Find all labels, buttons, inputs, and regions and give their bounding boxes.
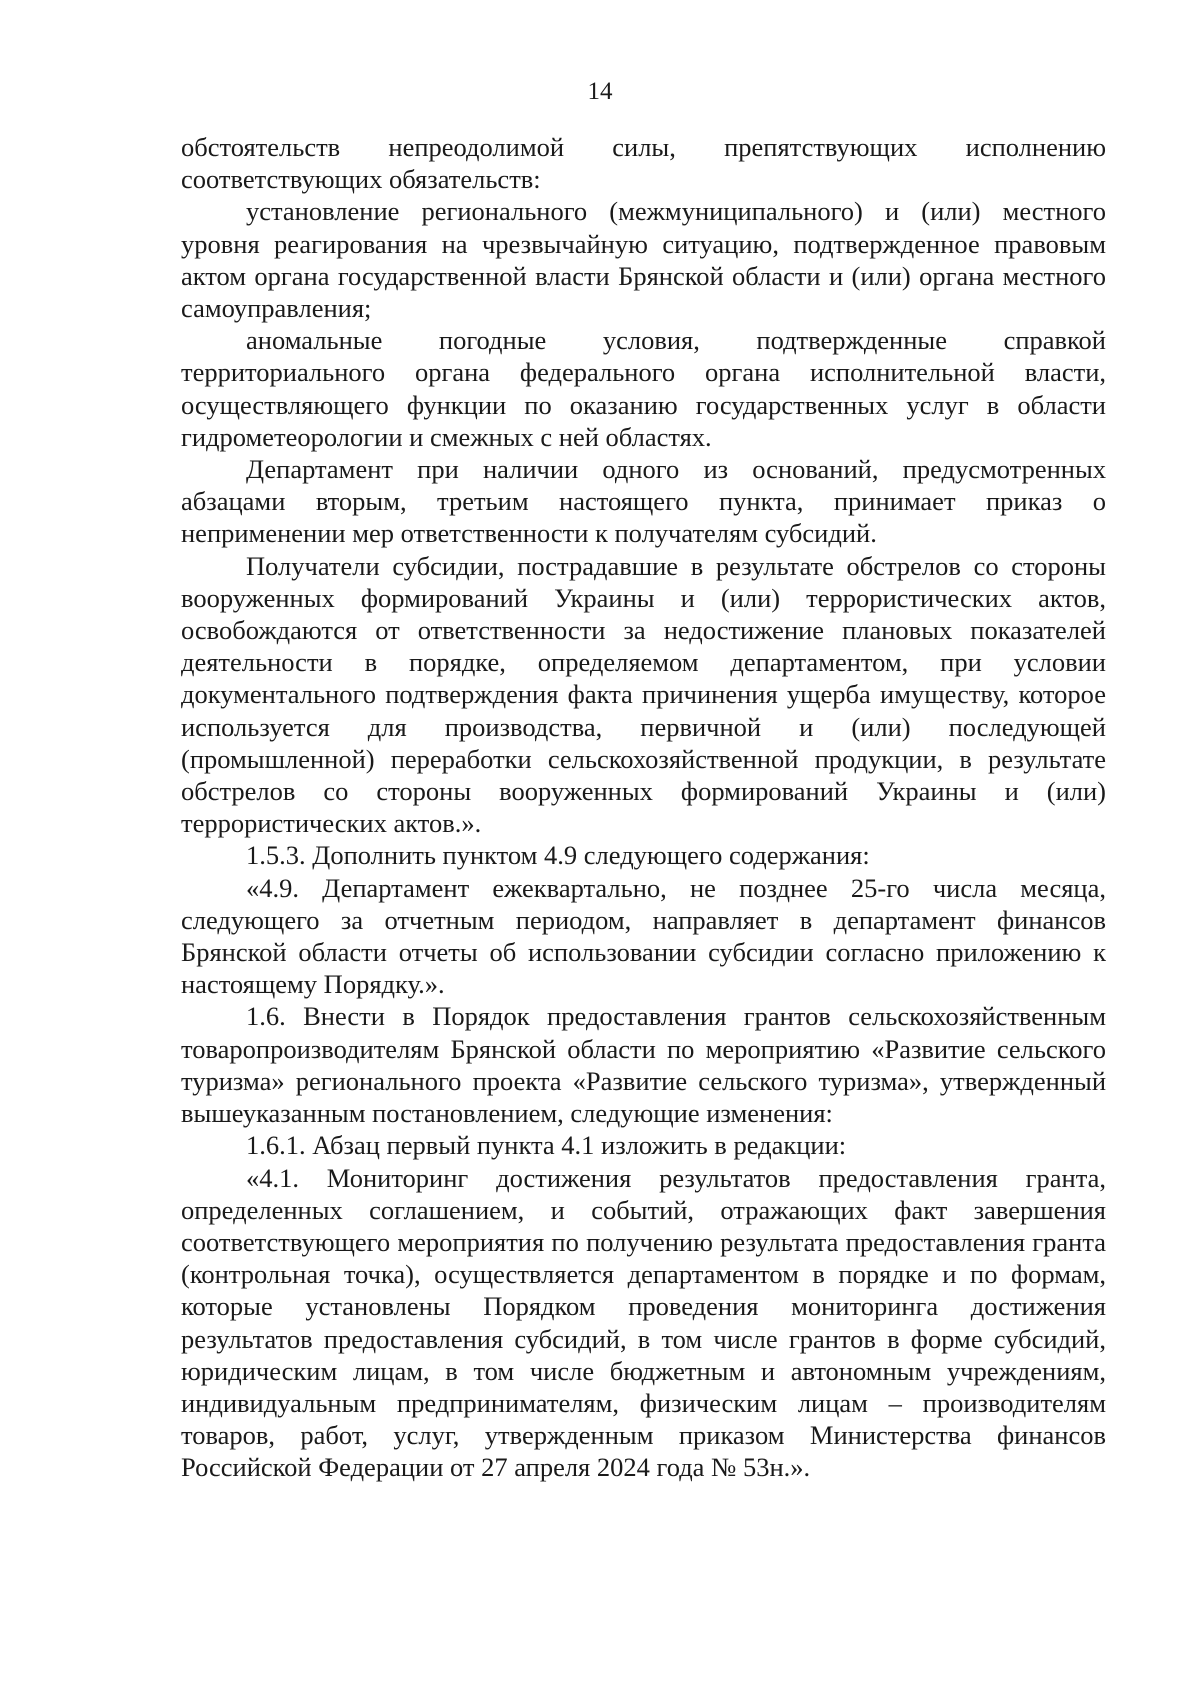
- paragraph-department-order: Департамент при наличии одного из оснований, предусмотренных абзацами вторым, третьим настоящего пункта, принимает приказ о неприменении мер ответственности к получателям субсидий.: [181, 454, 1106, 549]
- paragraph-item-1-5-3: 1.5.3. Дополнить пунктом 4.9 следующего содержания:: [246, 840, 870, 871]
- paragraph-item-4-9: «4.9. Департамент ежеквартально, не позднее 25-го числа месяца, следующего за отчетным периодом, направляет в департамент финансов Брянской области отчеты об использовании субсидии согласно приложению к настоящему Порядку.».: [181, 872, 1106, 1000]
- paragraph-emergency-situation: установление регионального (межмуниципального) и (или) местного уровня реагирования на чрезвычайную ситуацию, подтвержденное правовым актом органа государственной власти Брянской области и (или) органа местного самоуправления;: [181, 196, 1106, 324]
- paragraph-continuation: обстоятельств непреодолимой силы, препятствующих исполнению соответствующих обязательств:: [181, 132, 1106, 195]
- paragraph-item-4-1: «4.1. Мониторинг достижения результатов предоставления гранта, определенных соглашением, и событий, отражающих факт завершения соответствующего мероприятия по получению результата предоставления гранта (контрольная точка), осуществляется департаментом в порядке и по формам, которые установлены Порядком проведения мониторинга достижения результатов предоставления субсидий, в том числе грантов в форме субсидий, юридическим лицам, в том числе бюджетным и автономным учреждениям, индивидуальным предпринимателям, физическим лицам – производителям товаров, работ, услуг, утвержденным приказом Министерства финансов Российской Федерации от 27 апреля 2024 года № 53н.».: [181, 1162, 1106, 1483]
- document-body: [181, 131, 1106, 1484]
- page-number: 14: [587, 78, 613, 105]
- paragraph-shelling-recipients: Получатели субсидии, пострадавшие в результате обстрелов со стороны вооруженных формирований Украины и (или) террористических актов, освобождаются от ответственности за недостижение плановых показателей деятельности в порядке, определяемом департаментом, при условии документального подтверждения факта причинения ущерба имуществу, которое используется для производства, первичной и (или) последующей (промышленной) переработки сельскохозяйственной продукции, в результате обстрелов со стороны вооруженных формирований Украины и (или) террористических актов.».: [181, 550, 1106, 839]
- paragraph-item-1-6-1: 1.6.1. Абзац первый пункта 4.1 изложить в редакции:: [246, 1130, 847, 1161]
- paragraph-weather-conditions: аномальные погодные условия, подтвержденные справкой территориального органа федерального органа исполнительной власти, осуществляющего функции по оказанию государственных услуг в области гидрометеорологии и смежных с ней областях.: [181, 325, 1106, 452]
- paragraph-item-1-6: 1.6. Внести в Порядок предоставления грантов сельскохозяйственным товаропроизводителям Брянской области по мероприятию «Развитие сельского туризма» регионального проекта «Развитие сельского туризма», утвержденный вышеуказанным постановлением, следующие изменения:: [181, 1001, 1106, 1129]
